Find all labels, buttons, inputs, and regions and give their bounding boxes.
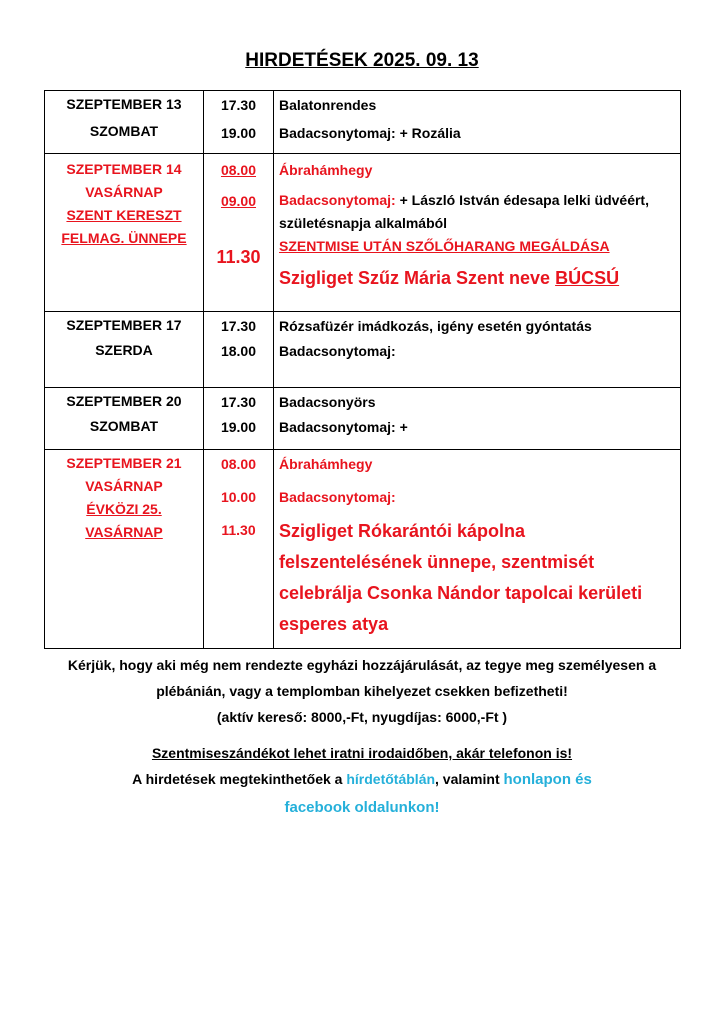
time-cell <box>204 312 274 388</box>
event-text <box>279 189 676 235</box>
notice-board-link[interactable]: hírdetőtáblán <box>346 771 436 787</box>
event-cell <box>274 388 681 450</box>
event-text: Badacsonytomaj: <box>279 343 396 359</box>
event-title: Szigliget Rókarántói kápolna felszentelésének ünnepe, szentmisét celebrálja Csonka Nándor tapolcai kerületi esperes atya <box>279 521 643 634</box>
time-label: 19.00 <box>220 419 257 435</box>
date-label: SZEPTEMBER 14 <box>66 161 182 177</box>
weekday-label: SZOMBAT <box>89 418 159 434</box>
day-cell <box>45 312 204 388</box>
weekday-label: VASÁRNAP <box>85 478 163 494</box>
info-notice <box>0 740 724 821</box>
feast-label: FELMAG. ÜNNEPE <box>61 230 187 246</box>
table-row <box>45 91 681 154</box>
time-label: 17.30 <box>220 318 257 334</box>
event-cell <box>274 312 681 388</box>
event-text: Badacsonyörs <box>279 394 376 410</box>
day-cell <box>45 388 204 450</box>
event-cell <box>274 450 681 649</box>
time-label: 18.00 <box>220 343 257 359</box>
time-label: 11.30 <box>216 247 261 267</box>
day-cell <box>45 91 204 154</box>
time-label: 17.30 <box>220 394 257 410</box>
time-label: 09.00 <box>220 193 257 209</box>
feast-label: ÉVKÖZI 25. <box>86 501 162 517</box>
time-cell <box>204 91 274 154</box>
event-text: Badacsonytomaj: <box>279 489 396 505</box>
date-label: SZEPTEMBER 20 <box>66 393 182 409</box>
event-text: Rózsafüzér imádkozás, igény esetén gyóntatás <box>279 318 592 334</box>
view-mid: , valamint <box>435 771 500 787</box>
event-cell <box>274 91 681 154</box>
facebook-link[interactable]: facebook oldalunkon! <box>284 799 440 816</box>
time-label: 17.30 <box>220 97 257 113</box>
mass-intention-text: Szentmiseszándékot lehet iratni irodaidőben, akár telefonon is! <box>151 745 573 761</box>
event-cell <box>274 154 681 312</box>
event-place: Badacsonytomaj: <box>279 192 396 208</box>
event-title: Szigliget Szűz Mária Szent neve <box>279 268 551 288</box>
time-cell <box>204 154 274 312</box>
event-text: Badacsonytomaj: + <box>279 419 408 435</box>
contribution-text: Kérjük, hogy aki még nem rendezte egyházi hozzájárulását, az tegye meg személyesen a plébánián, vagy a templomban kihelyezet csekken befizetheti! <box>67 657 657 699</box>
event-text: Ábrahámhegy <box>279 162 373 178</box>
feast-label: VASÁRNAP <box>85 524 163 540</box>
time-label: 19.00 <box>220 125 257 141</box>
table-row <box>45 312 681 388</box>
table-row <box>45 450 681 649</box>
weekday-label: SZERDA <box>95 342 153 358</box>
view-line <box>0 766 724 793</box>
event-text <box>279 264 676 292</box>
contribution-notice <box>0 652 724 730</box>
time-cell <box>204 388 274 450</box>
date-label: SZEPTEMBER 13 <box>66 96 182 112</box>
weekday-label: VASÁRNAP <box>85 184 163 200</box>
event-detail: + László István édesapa lelki üdvéért, születésnapja alkalmából <box>279 192 649 231</box>
weekday-label: SZOMBAT <box>89 123 159 139</box>
table-row <box>45 154 681 312</box>
schedule-table <box>44 90 681 649</box>
event-text: Balatonrendes <box>279 97 377 113</box>
time-label: 08.00 <box>220 456 257 472</box>
event-note: SZENTMISE UTÁN SZŐLŐHARANG MEGÁLDÁSA <box>279 238 610 254</box>
fee-text: (aktív kereső: 8000,-Ft, nyugdíjas: 6000,-Ft ) <box>216 709 508 725</box>
day-cell <box>45 450 204 649</box>
page-title: HIRDETÉSEK 2025. 09. 13 <box>245 50 479 71</box>
time-label: 11.30 <box>221 522 256 538</box>
date-label: SZEPTEMBER 17 <box>66 317 182 333</box>
day-cell <box>45 154 204 312</box>
event-text: Ábrahámhegy <box>279 456 373 472</box>
date-label: SZEPTEMBER 21 <box>66 455 182 471</box>
feast-badge: BÚCSÚ <box>555 268 620 288</box>
feast-label: SZENT KERESZT <box>66 207 182 223</box>
time-cell <box>204 450 274 649</box>
table-row <box>45 388 681 450</box>
event-text: Badacsonytomaj: + Rozália <box>279 125 461 141</box>
time-label: 08.00 <box>220 162 257 178</box>
view-prefix: A hirdetések megtekinthetőek a <box>132 771 343 787</box>
time-label: 10.00 <box>220 489 257 505</box>
website-link[interactable]: honlapon és <box>503 771 592 788</box>
